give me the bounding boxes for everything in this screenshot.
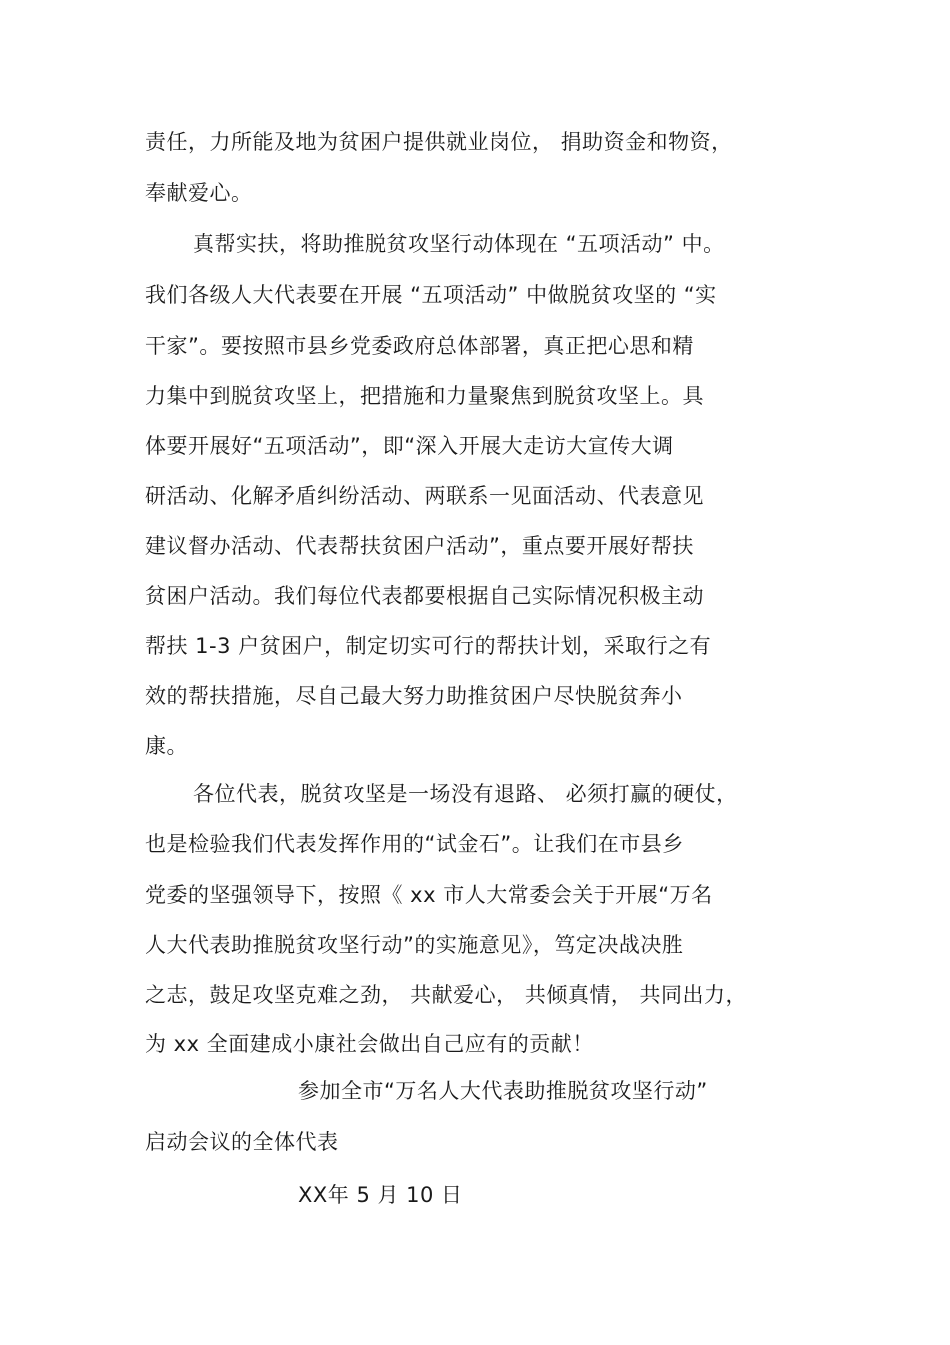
body-line: 为 xx 全面建成小康社会做出自己应有的贡献！ xyxy=(145,1032,594,1056)
body-line: 奉献爱心。 xyxy=(145,181,253,205)
body-line: 之志，鼓足攻坚克难之劲， 共献爱心， 共倾真情， 共同出力， xyxy=(145,983,748,1007)
body-line: 体要开展好“五项活动”，即“深入开展大走访大宣传大调 xyxy=(145,434,674,458)
body-line: 党委的坚强领导下，按照《 xx 市人大常委会关于开展“万名 xyxy=(145,883,713,907)
body-line: 人大代表助推脱贫攻坚行动”的实施意见》，笃定决战决胜 xyxy=(145,933,684,957)
body-line: 研活动、化解矛盾纠纷活动、两联系一见面活动、代表意见 xyxy=(145,484,704,508)
signature-line-1: 参加全市“万名人大代表助推脱贫攻坚行动” xyxy=(298,1079,708,1103)
body-line: 力集中到脱贫攻坚上，把措施和力量聚焦到脱贫攻坚上。具 xyxy=(145,384,704,408)
body-line: 帮扶 1-3 户贫困户，制定切实可行的帮扶计划，采取行之有 xyxy=(145,634,712,658)
body-line: 效的帮扶措施，尽自己最大努力助推贫困户尽快脱贫奔小 xyxy=(145,684,683,708)
document-date: XX年 5 月 10 日 xyxy=(298,1183,463,1207)
body-line: 责任，力所能及地为贫困户提供就业岗位， 捐助资金和物资， xyxy=(145,130,733,154)
signature-line-2: 启动会议的全体代表 xyxy=(145,1130,339,1154)
body-line: 干家”。要按照市县乡党委政府总体部署，真正把心思和精 xyxy=(145,334,694,358)
paragraph-start-line: 各位代表，脱贫攻坚是一场没有退路、 必须打赢的硬仗， xyxy=(193,782,738,806)
body-line: 也是检验我们代表发挥作用的“试金石”。让我们在市县乡 xyxy=(145,832,684,856)
body-line: 康。 xyxy=(145,734,188,758)
paragraph-start-line: 真帮实扶，将助推脱贫攻坚行动体现在 “五项活动” 中。 xyxy=(193,232,725,256)
body-line: 贫困户活动。我们每位代表都要根据自己实际情况积极主动 xyxy=(145,584,704,608)
body-line: 我们各级人大代表要在开展 “五项活动” 中做脱贫攻坚的 “实 xyxy=(145,283,717,307)
body-line: 建议督办活动、代表帮扶贫困户活动”，重点要开展好帮扶 xyxy=(145,534,694,558)
